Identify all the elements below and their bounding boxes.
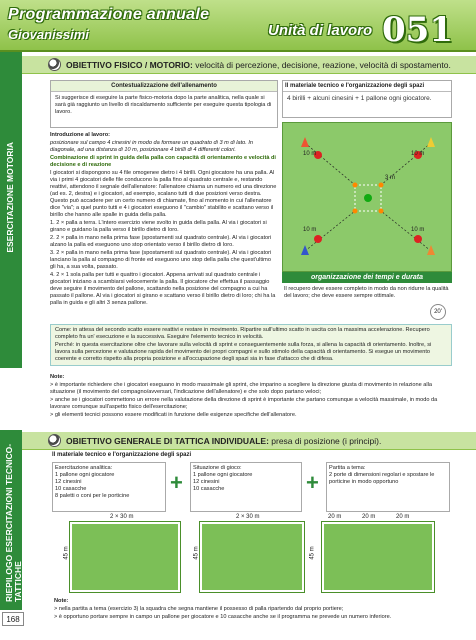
material-box-1	[52, 462, 166, 512]
plus-icon: +	[170, 470, 183, 495]
step-3: 3. 2 × palla in mano nella prima fase (spostamenti sul quadrato centrale). Al via i giocatori lanciano la palla al compagno di fronte ed eseguono uno stop della palla che quest'ultimo gli ha, a sua volta, passato.	[50, 250, 272, 270]
field3-top-label-1: 20 m	[328, 514, 342, 520]
how-why-box	[50, 324, 452, 366]
objective-text-1: velocità di percezione, decisione, reazione, velocità di spostamento.	[192, 60, 451, 70]
box2-line-2: 1 pallone ogni giocatore	[193, 472, 253, 478]
box1-line-2: 1 pallone ogni giocatore	[55, 472, 115, 478]
box2-line-4: 10 casacche	[193, 486, 225, 492]
side-bar-motoria	[0, 52, 22, 368]
field-diagram-1	[282, 122, 452, 272]
objective-text-2: presa di posizione (i principi).	[268, 436, 382, 446]
notes-1-title: Note:	[50, 374, 65, 380]
box3-line-2: 2 porte di dimensioni regolari e spostare le porticine in modo opportuno	[329, 472, 435, 485]
step-4: 4. 2 × 1 sola palla per tutti e quattro i giocatori. Appena arrivati sul quadrato centrale i giocatori iniziano a scambiarsi velocemente la palla. Il giocatore che effettua il passaggio deve seguire il movimento del pallone, scattando nella posizione del compagno a cui ha passato il pallone. Al via i giocatori si girano e scattano verso il birillo dietro di loro; chi ha la palla in guida e gli altri 3 senza pallone.	[50, 272, 276, 306]
field3-top-label-3: 20 m	[396, 514, 410, 520]
duration-badge: 20'	[430, 304, 446, 320]
step-1: 1. 2 × palla a terra. L'intero esercizio viene svolto in guida della palla. Al via i giocatori si girano e guidano la palla verso il birillo dietro di loro.	[50, 220, 267, 233]
objective-label-1: OBIETTIVO FISICO / MOTORIO:	[66, 60, 193, 70]
timing-card	[282, 272, 452, 320]
field1-side-label: 45 m	[63, 546, 70, 560]
box1-line-3: 12 cinesini	[55, 479, 82, 485]
notes-1-item-3: > gli elementi tecnici possono essere modificati in funzione delle esigenze specifiche dell'allenatore.	[50, 412, 297, 418]
materials-head: Il materiale tecnico e l'organizzazione degli spazi	[283, 81, 451, 92]
dist-label-3: 3 m	[385, 175, 396, 181]
plus-icon: +	[306, 470, 319, 495]
notes-2-item-2: > è opportuno portare sempre in campo un pallone per giocatore e 10 casacche anche se il programma ne prevede un numero inferiore.	[54, 614, 392, 620]
field-1	[70, 522, 180, 592]
box3-line-1: Partita a tema:	[329, 465, 366, 471]
timing-text: Il recupero deve essere completo in modo da non ridurre la qualità del lavoro; che deve essere sempre ottimale.	[284, 286, 449, 299]
material-box-2	[190, 462, 302, 512]
ball-icon	[48, 434, 61, 447]
field3-top-label-2: 20 m	[362, 514, 376, 520]
box1-line-5: 8 paletti o coni per le porticine	[55, 493, 130, 499]
side-label-motoria: ESERCITAZIONE MOTORIA	[5, 142, 15, 253]
context-head: Contestualizzazione dell'allenamento	[51, 81, 277, 92]
field1-top-label: 2 × 30 m	[110, 514, 134, 520]
how-text: Come: in attesa del secondo scatto essere reattivi e restare in movimento. Ripartire sull'ultimo scatto in uscita con la massima accelerazione. Recupero completo fra un' esecuzione e la successiva. Eseguire l'elemento tecnico in velocità.	[55, 327, 430, 340]
materials-card	[282, 80, 452, 118]
intro-text: posizionare sul campo 4 cinesini in modo da formare un quadrato di 3 m di lato. In diagonale, ad una distanza di 10 m, posizionare 4 birilli di 4 differenti colori.	[50, 140, 254, 153]
box1-line-4: 10 casacche	[55, 486, 87, 492]
combo-text: I giocatori si dispongono su 4 file omogenee dietro i 4 birilli. Ogni giocatore ha una palla. Al via i primi 4 giocatori delle file conducono la palla fino al quadrato centrale e, restando reattivi, attendono il segnale dell'allenatore: l'allenatore chiama un numero ed una direzione (ad es. 2, destra) e i giocatori, ad esempio, scalano tutti di due posizioni verso destra. Questo può accadere per un certo numero di chiamate, fino al momento in cui l'allenatore dice "via"; a quel punto tutti e 4 i giocatori eseguono il "cambio" stabilito e scattano verso il birillo che hanno alle spalle in guida della palla.	[50, 170, 277, 218]
field-drawing	[283, 123, 453, 273]
header-title: Programmazione annuale	[8, 6, 210, 23]
ball-icon	[48, 58, 61, 71]
box1-line-1: Esercitazione analitica:	[55, 465, 113, 471]
page-header	[0, 0, 476, 52]
dist-label-1: 10 m	[303, 151, 317, 157]
field-2	[200, 522, 304, 592]
step-2: 2. 2 × palla in mano nella prima fase (spostamenti sul quadrato centrale). Al via i giocatori alzano la palla ed eseguono uno stop orientato verso il birillo dietro di loro.	[50, 235, 272, 248]
notes-2-title: Note:	[54, 598, 69, 604]
side-label-riepilogo: RIEPILOGO ESERCITAZIONI TECNICO-TATTICHE	[4, 443, 23, 602]
notes-2	[54, 598, 454, 622]
page-number: 168	[2, 612, 24, 626]
field-3	[322, 522, 434, 592]
unit-label: Unità di lavoro	[268, 22, 373, 39]
notes-1	[50, 374, 452, 420]
notes-2-item-1: > nella partita a tema (esercizio 3) la squadra che segna mantiene il possesso di palla ripartendo dal proprio portiere;	[54, 606, 344, 612]
context-text: Si suggerisce di eseguire la parte fisico-motoria dopo la parte analitica, nella quale si sarà già raggiunto un livello di riscaldamento sufficiente per eseguire questa tipologia di lavoro.	[55, 95, 272, 115]
notes-1-item-2: > anche se i giocatori commettono un errore nella valutazione della direzione di sprint è importante che partano comunque a velocità massimale, in modo da lavorare comunque sull'aspetto fisico dell'esercitazione;	[50, 397, 438, 410]
unit-number: 051	[382, 10, 453, 50]
intro-title: Introduzione al lavoro:	[50, 132, 110, 138]
box2-line-3: 12 cinesini	[193, 479, 220, 485]
objective-label-2: OBIETTIVO GENERALE DI TATTICA INDIVIDUALE:	[66, 436, 269, 446]
combo-title: Combinazione di sprint in guida della palla con capacità di orientamento e velocità di decisione e di reazione	[50, 155, 276, 168]
context-card	[50, 80, 278, 128]
timing-head: organizzazione dei tempi e durata	[282, 272, 452, 283]
field3-side-label: 45 m	[309, 546, 316, 560]
objective-bar-1	[22, 56, 476, 74]
side-bar-riepilogo	[0, 430, 22, 610]
dist-label-4: 10 m	[303, 227, 317, 233]
notes-1-item-1: > è importante richiedere che i giocatori eseguano in modo massimale gli sprint, che imparino a scegliere la direzione giusta di movimento in relazione alla situazione (il movimento del compagno/avversari, l'indicazione dell'allenatore) e che solo dopo partano veloci;	[50, 382, 432, 395]
material-box-3	[326, 462, 450, 512]
box2-line-1: Situazione di gioco:	[193, 465, 242, 471]
field2-side-label: 45 m	[193, 546, 200, 560]
materials-head-2: Il materiale tecnico e l'organizzazione degli spazi	[52, 452, 192, 458]
dist-label-5: 10 m	[411, 227, 425, 233]
header-subtitle: Giovanissimi	[8, 27, 89, 42]
objective-bar-2	[22, 432, 476, 450]
materials-text: 4 birilli + alcuni cinesini + 1 pallone ogni giocatore.	[287, 95, 432, 102]
exercise-description	[50, 132, 278, 308]
field2-top-label: 2 × 30 m	[236, 514, 260, 520]
dist-label-2: 10 m	[411, 151, 425, 157]
why-text: Perché: in questa esercitazione oltre che lavorare sulla velocità di sprint e conseguentemente sulla forza, si allena la capacità di orientamento. Inoltre, si lavora sulla percezione e valutazione rapida del movimento dei propri compagni e sullo stimolo della capacità di orientamento. Si esegue un movimento coerente e corretto rispetto alla propria posizione e all'occupazione degli spazi sia in fase d'attacco che di difesa.	[55, 342, 432, 362]
